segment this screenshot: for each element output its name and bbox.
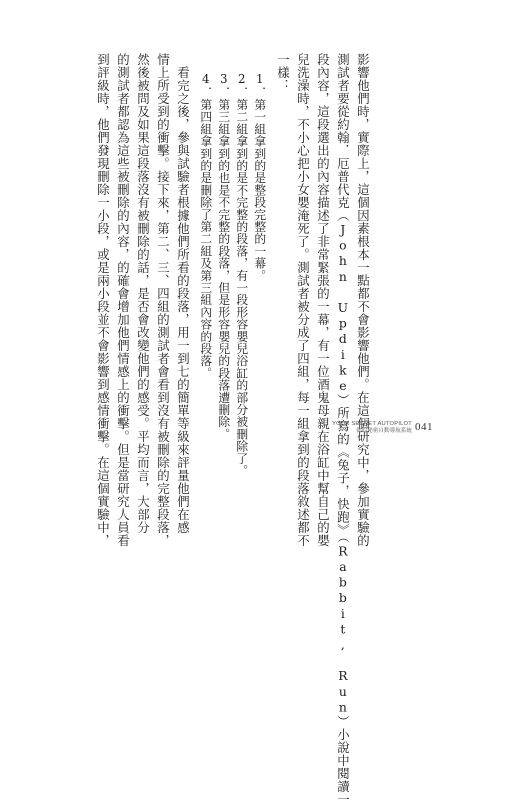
- book-title-english: YOUR SECRET AUTOPILOT: [332, 421, 413, 427]
- text-column: 的測試者都認為這些被刪除的內容，的確會增加他們情感上的衝擊。但是當研究人員看: [115, 53, 131, 547]
- list-item: 1．第一組拿到的是整段完整的一幕。: [252, 72, 267, 282]
- text-column: 到評級時，他們發現刪除一小段，或是兩小段並不會影響到感情衝擊。在這個實驗中，: [95, 53, 111, 547]
- text-column: 段內容，這段選出的內容描述了非常緊張的一幕，有一位酒鬼母親在浴缸中幫自己的嬰: [315, 53, 331, 547]
- text-column: 看完之後，參與試驗者根據他們所看的段落，用一到七的簡單等級來評量他們在感: [175, 66, 191, 534]
- text-column: 情上所受到的衝擊。接下來，第二、三、四組的測試者會看到沒有被刪除的完整段落，: [155, 53, 171, 547]
- list-item: 2．第二組拿到的是不完整的段落，有一段形容嬰兒浴缸的部分被刪除了。: [234, 72, 249, 477]
- text-column: 影響他們時，實際上，這個因素根本一點都不會影響他們。在這個研究中，參加實驗的: [355, 53, 371, 547]
- text-column: 一樣：: [275, 53, 291, 92]
- page-number: 041: [415, 421, 433, 433]
- text-column: 兒洗澡時，不小心把小女嬰淹死了。測試者被分成了四組，每一組拿到的段落敘述都不: [295, 53, 311, 547]
- text-column: 測試者要從約翰．厄普代克（John Updike）所寫的《兔子，快跑》（Rabbit, Run）小說中閱讀一: [335, 53, 351, 806]
- running-footer: [332, 421, 412, 435]
- list-item: 3．第三組拿到的也是不完整的段落，但是形容嬰兒的段落遭刪除。: [216, 72, 231, 441]
- book-title-chinese: 你的秘密自動導航系統: [356, 427, 412, 434]
- list-item: 4．第四組拿到的是刪除了第二組及第三組內容的段落。: [198, 72, 213, 380]
- text-column: 然後被問及如果這段落沒有被刪除的話，是否會改變他們的感受。平均而言，大部分: [135, 53, 151, 534]
